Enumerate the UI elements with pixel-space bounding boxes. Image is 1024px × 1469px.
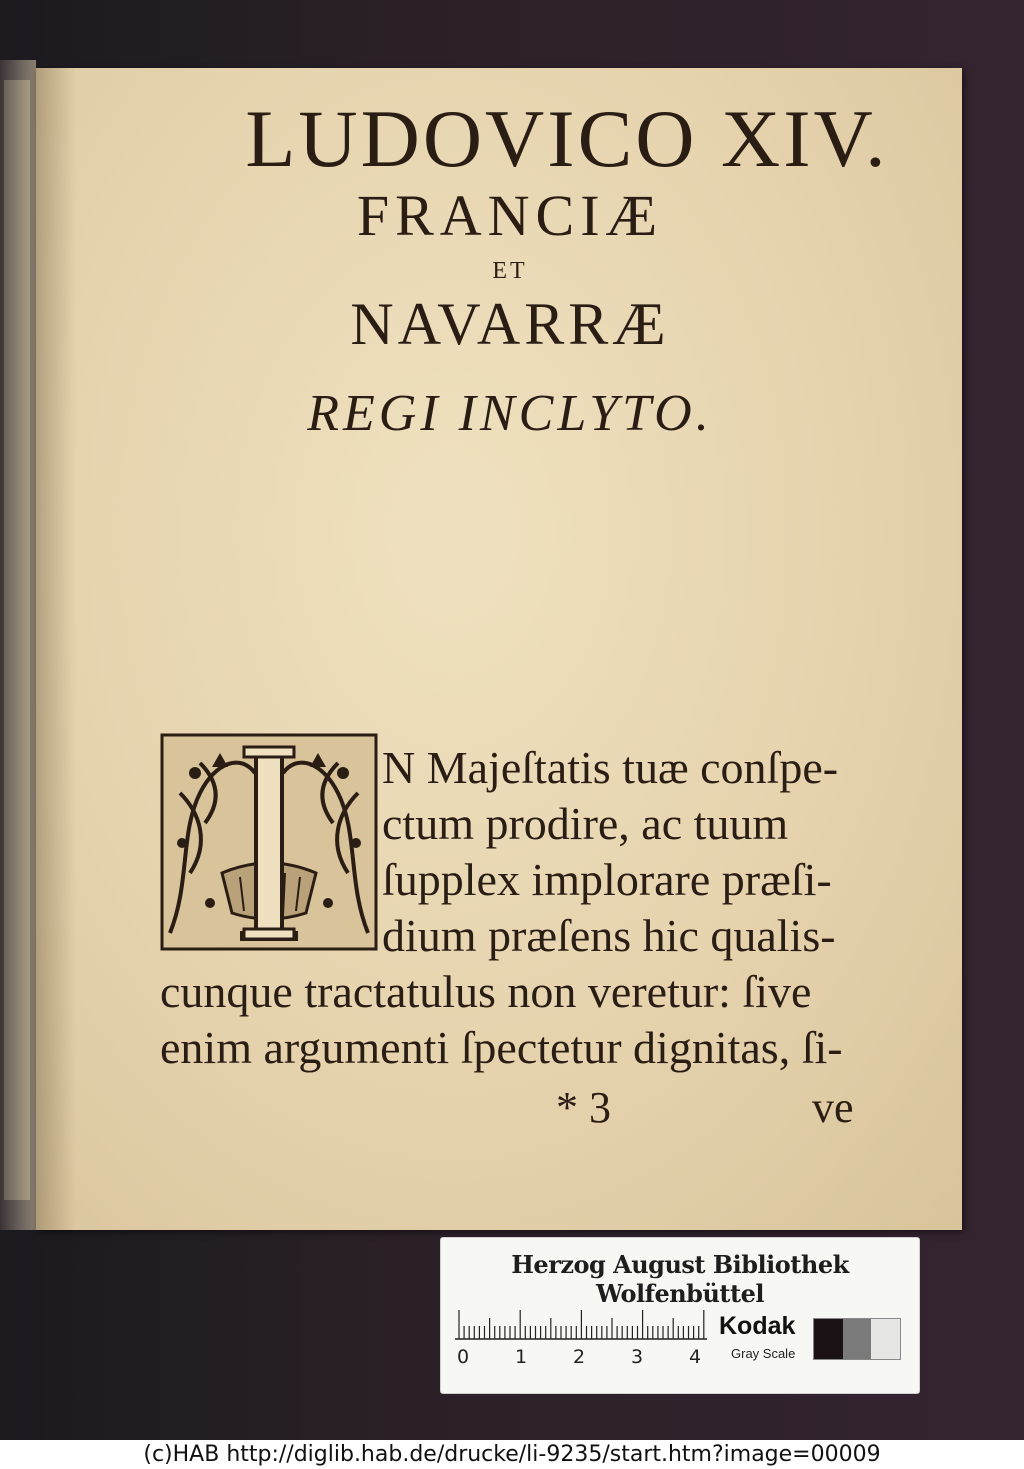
body-text-line-4: dium præſens hic qualis- xyxy=(382,910,836,961)
body-text-line-3: ſupplex implorare præſi- xyxy=(382,854,832,905)
ruler-numbers xyxy=(451,1346,721,1372)
swatch-mid xyxy=(843,1319,872,1359)
body-text-line-6: enim argumenti ſpectetur dignitas, ſi- xyxy=(160,1022,843,1073)
heading-line-2: FRANCIÆ xyxy=(356,183,664,248)
gray-scale-label: Gray Scale xyxy=(731,1346,796,1361)
page-gutter-shadow xyxy=(36,68,76,1230)
heading-line-3: ET xyxy=(492,258,528,284)
heading-line-4: NAVARRÆ xyxy=(350,291,670,357)
ruler-number: 0 xyxy=(457,1346,470,1368)
body-text-line-2: ctum prodire, ac tuum xyxy=(382,798,789,849)
facing-page-edge xyxy=(4,80,30,1200)
decorated-initial-letter xyxy=(160,733,378,951)
footer-credit: (c)HAB http://diglib.hab.de/drucke/li-9235/start.htm?image=00009 xyxy=(0,1440,1024,1469)
body-text-line-1: N Majeſtatis tuæ conſpe- xyxy=(382,742,839,793)
kodak-logo: Kodak xyxy=(719,1312,796,1340)
library-name: Herzog August Bibliothek Wolfenbüttel xyxy=(511,1250,849,1308)
svg-text:I: I xyxy=(268,793,270,794)
heading-line-5: REGI INCLYTO. xyxy=(307,385,713,442)
swatch-light xyxy=(871,1319,900,1359)
ruler-number: 2 xyxy=(573,1346,586,1368)
signature-mark: * 3 xyxy=(556,1083,611,1132)
ruler-scale-icon xyxy=(455,1310,707,1340)
ruler-number: 4 xyxy=(689,1346,702,1368)
body-text-line-5: cunque tractatulus non veretur: ſive xyxy=(160,966,812,1017)
swatch-dark xyxy=(814,1319,843,1359)
ruler-number: 3 xyxy=(631,1346,644,1368)
catchword: ve xyxy=(812,1083,854,1132)
heading-line-1: LUDOVICO XIV. xyxy=(245,93,889,184)
gray-swatches xyxy=(813,1318,901,1360)
color-calibration-bar xyxy=(440,1237,920,1394)
ruler-number: 1 xyxy=(515,1346,528,1368)
ornament-vase-icon xyxy=(160,733,378,951)
